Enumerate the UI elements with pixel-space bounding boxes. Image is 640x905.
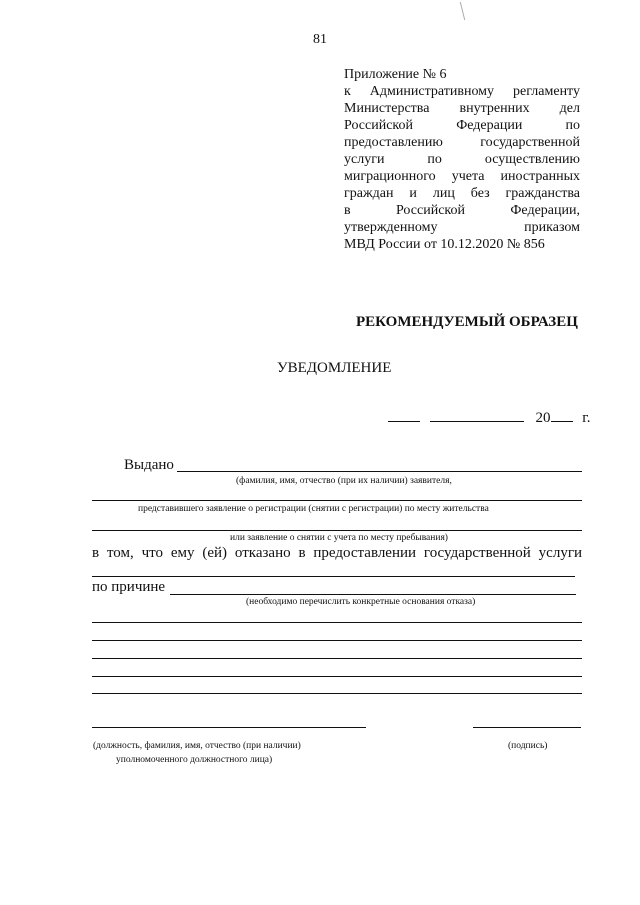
appendix-line: миграционного учета иностранных (344, 169, 580, 184)
scan-mark (460, 2, 473, 20)
registration-line (92, 500, 582, 501)
appendix-line: предоставлению государственной (344, 135, 580, 150)
refusal-text: в том, что ему (ей) отказано в предоставлении государственной услуги (92, 545, 582, 561)
official-hint: уполномоченного должностного лица) (116, 755, 273, 765)
appendix-line: граждан и лиц без гражданства (344, 186, 580, 201)
issued-label: Выдано (124, 457, 174, 473)
appendix-line: Министерства внутренних дел (344, 101, 580, 116)
official-hint: (должность, фамилия, имя, отчество (при наличии) (93, 741, 301, 751)
appendix-line: в Российской Федерации, (344, 203, 580, 218)
applicant-name-hint: (фамилия, имя, отчество (при их наличии) заявителя, (236, 476, 452, 486)
signature-line (473, 727, 581, 728)
applicant-name-line (177, 471, 582, 472)
year-prefix: 20 (535, 410, 551, 426)
reason-detail-line (92, 658, 582, 659)
appendix-line: Российской Федерации по (344, 118, 580, 133)
year-suffix: г. (582, 410, 591, 426)
reason-label: по причине (92, 579, 166, 595)
stay-line (92, 530, 582, 531)
month-blank (430, 407, 524, 422)
page-number: 81 (313, 32, 327, 47)
stay-hint: или заявление о снятии с учета по месту пребывания) (230, 533, 448, 543)
year-blank (551, 407, 573, 422)
reason-hint: (необходимо перечислить конкретные основания отказа) (246, 597, 476, 607)
reason-line (170, 594, 576, 595)
appendix-line: утвержденному приказом (344, 220, 580, 235)
document-title: УВЕДОМЛЕНИЕ (277, 360, 392, 376)
appendix-line: услуги по осуществлению (344, 152, 580, 167)
sample-label: РЕКОМЕНДУЕМЫЙ ОБРАЗЕЦ (356, 314, 578, 330)
appendix-header (344, 66, 580, 253)
appendix-line: к Административному регламенту (344, 84, 580, 99)
date-line (388, 407, 590, 427)
reason-detail-line (92, 622, 582, 623)
signature-hint: (подпись) (508, 741, 548, 751)
appendix-line: МВД России от 10.12.2020 № 856 (344, 237, 545, 252)
appendix-line: Приложение № 6 (344, 67, 447, 82)
registration-hint: представившего заявление о регистрации (снятии с регистрации) по месту жительства (138, 504, 489, 514)
day-blank (388, 407, 420, 422)
reason-detail-line (92, 640, 582, 641)
reason-detail-line (92, 676, 582, 677)
reason-detail-line (92, 693, 582, 694)
refusal-line (92, 576, 575, 577)
official-line (92, 727, 366, 728)
